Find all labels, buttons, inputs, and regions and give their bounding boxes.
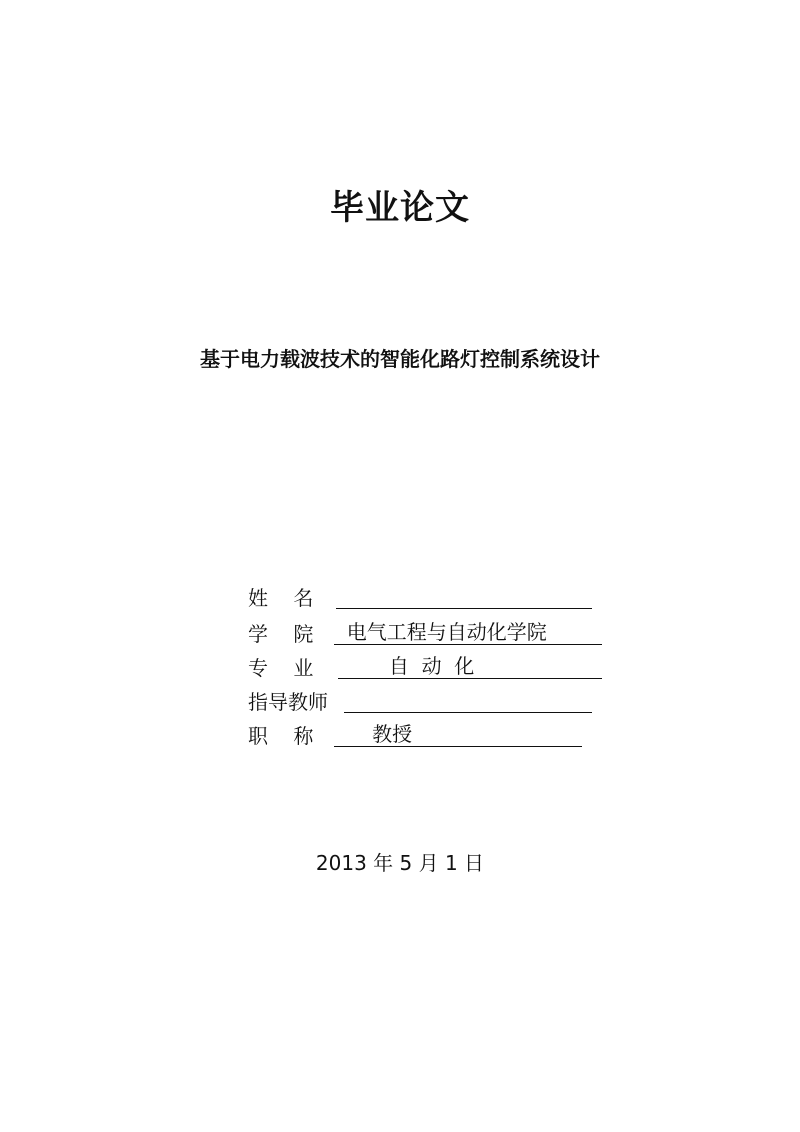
name-value <box>336 584 592 609</box>
major-label: 专 业 <box>248 656 314 680</box>
document-heading: 毕业论文 <box>330 188 470 228</box>
major-value: 自 动 化 <box>338 654 602 679</box>
thesis-title: 基于电力载波技术的智能化路灯控制系统设计 <box>200 347 600 371</box>
advisor-value <box>344 688 592 713</box>
title-label: 职 称 <box>248 724 314 748</box>
document-date: 2013 年 5 月 1 日 <box>315 851 485 875</box>
advisor-label: 指导教师 <box>248 690 328 714</box>
college-value: 电气工程与自动化学院 <box>334 620 602 645</box>
title-value: 教授 <box>334 722 582 747</box>
name-label: 姓 名 <box>248 586 314 610</box>
college-label: 学 院 <box>248 622 314 646</box>
